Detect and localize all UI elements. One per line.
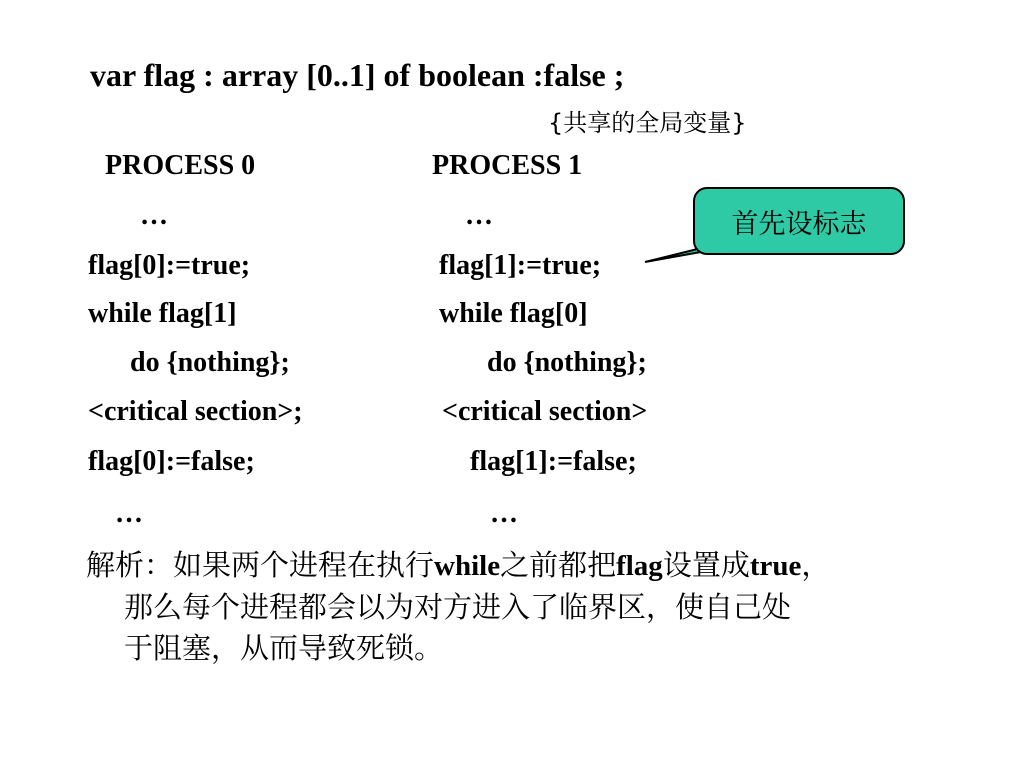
process0-while-line: while flag[1] <box>88 298 237 329</box>
analysis-keyword-while: while <box>434 550 501 582</box>
process0-set-flag: flag[0]:=true; <box>88 250 251 281</box>
analysis-keyword-true: true <box>749 550 802 582</box>
analysis-text-part2: 之前都把 <box>500 548 617 582</box>
analysis-line-2: 那么每个进程都会以为对方进入了临界区，使自己处 <box>124 590 792 624</box>
process1-while-line: while flag[0] <box>439 298 588 329</box>
process1-set-flag: flag[1]:=true; <box>439 250 602 281</box>
variable-declaration: var flag : array [0..1] of boolean :false ; <box>90 57 625 93</box>
process1-ellipsis-top: … <box>465 200 493 231</box>
process1-reset-flag: flag[1]:=false; <box>470 446 637 477</box>
process0-reset-flag: flag[0]:=false; <box>88 446 255 477</box>
analysis-keyword-flag: flag <box>616 550 663 582</box>
analysis-line-3: 于阻塞，从而导致死锁。 <box>124 631 444 665</box>
analysis-text-part4: ， <box>801 548 831 582</box>
process1-critical-section: <critical section> <box>442 396 648 427</box>
callout-text: 首先设标志 <box>731 208 867 240</box>
process0-ellipsis-bottom: … <box>115 498 143 529</box>
process1-header: PROCESS 1 <box>432 150 583 181</box>
analysis-text-part3: 设置成 <box>662 548 750 582</box>
analysis-text-part1: 解析：如果两个进程在执行 <box>86 548 435 582</box>
process0-header: PROCESS 0 <box>105 150 256 181</box>
process0-ellipsis-top: … <box>140 200 168 231</box>
declaration-comment: {共享的全局变量} <box>548 109 747 137</box>
callout-bubble <box>693 187 905 255</box>
process0-critical-section: <critical section>; <box>88 396 303 427</box>
process0-do-line: do {nothing}; <box>130 347 290 378</box>
process1-do-line: do {nothing}; <box>487 347 647 378</box>
process1-ellipsis-bottom: … <box>490 498 518 529</box>
